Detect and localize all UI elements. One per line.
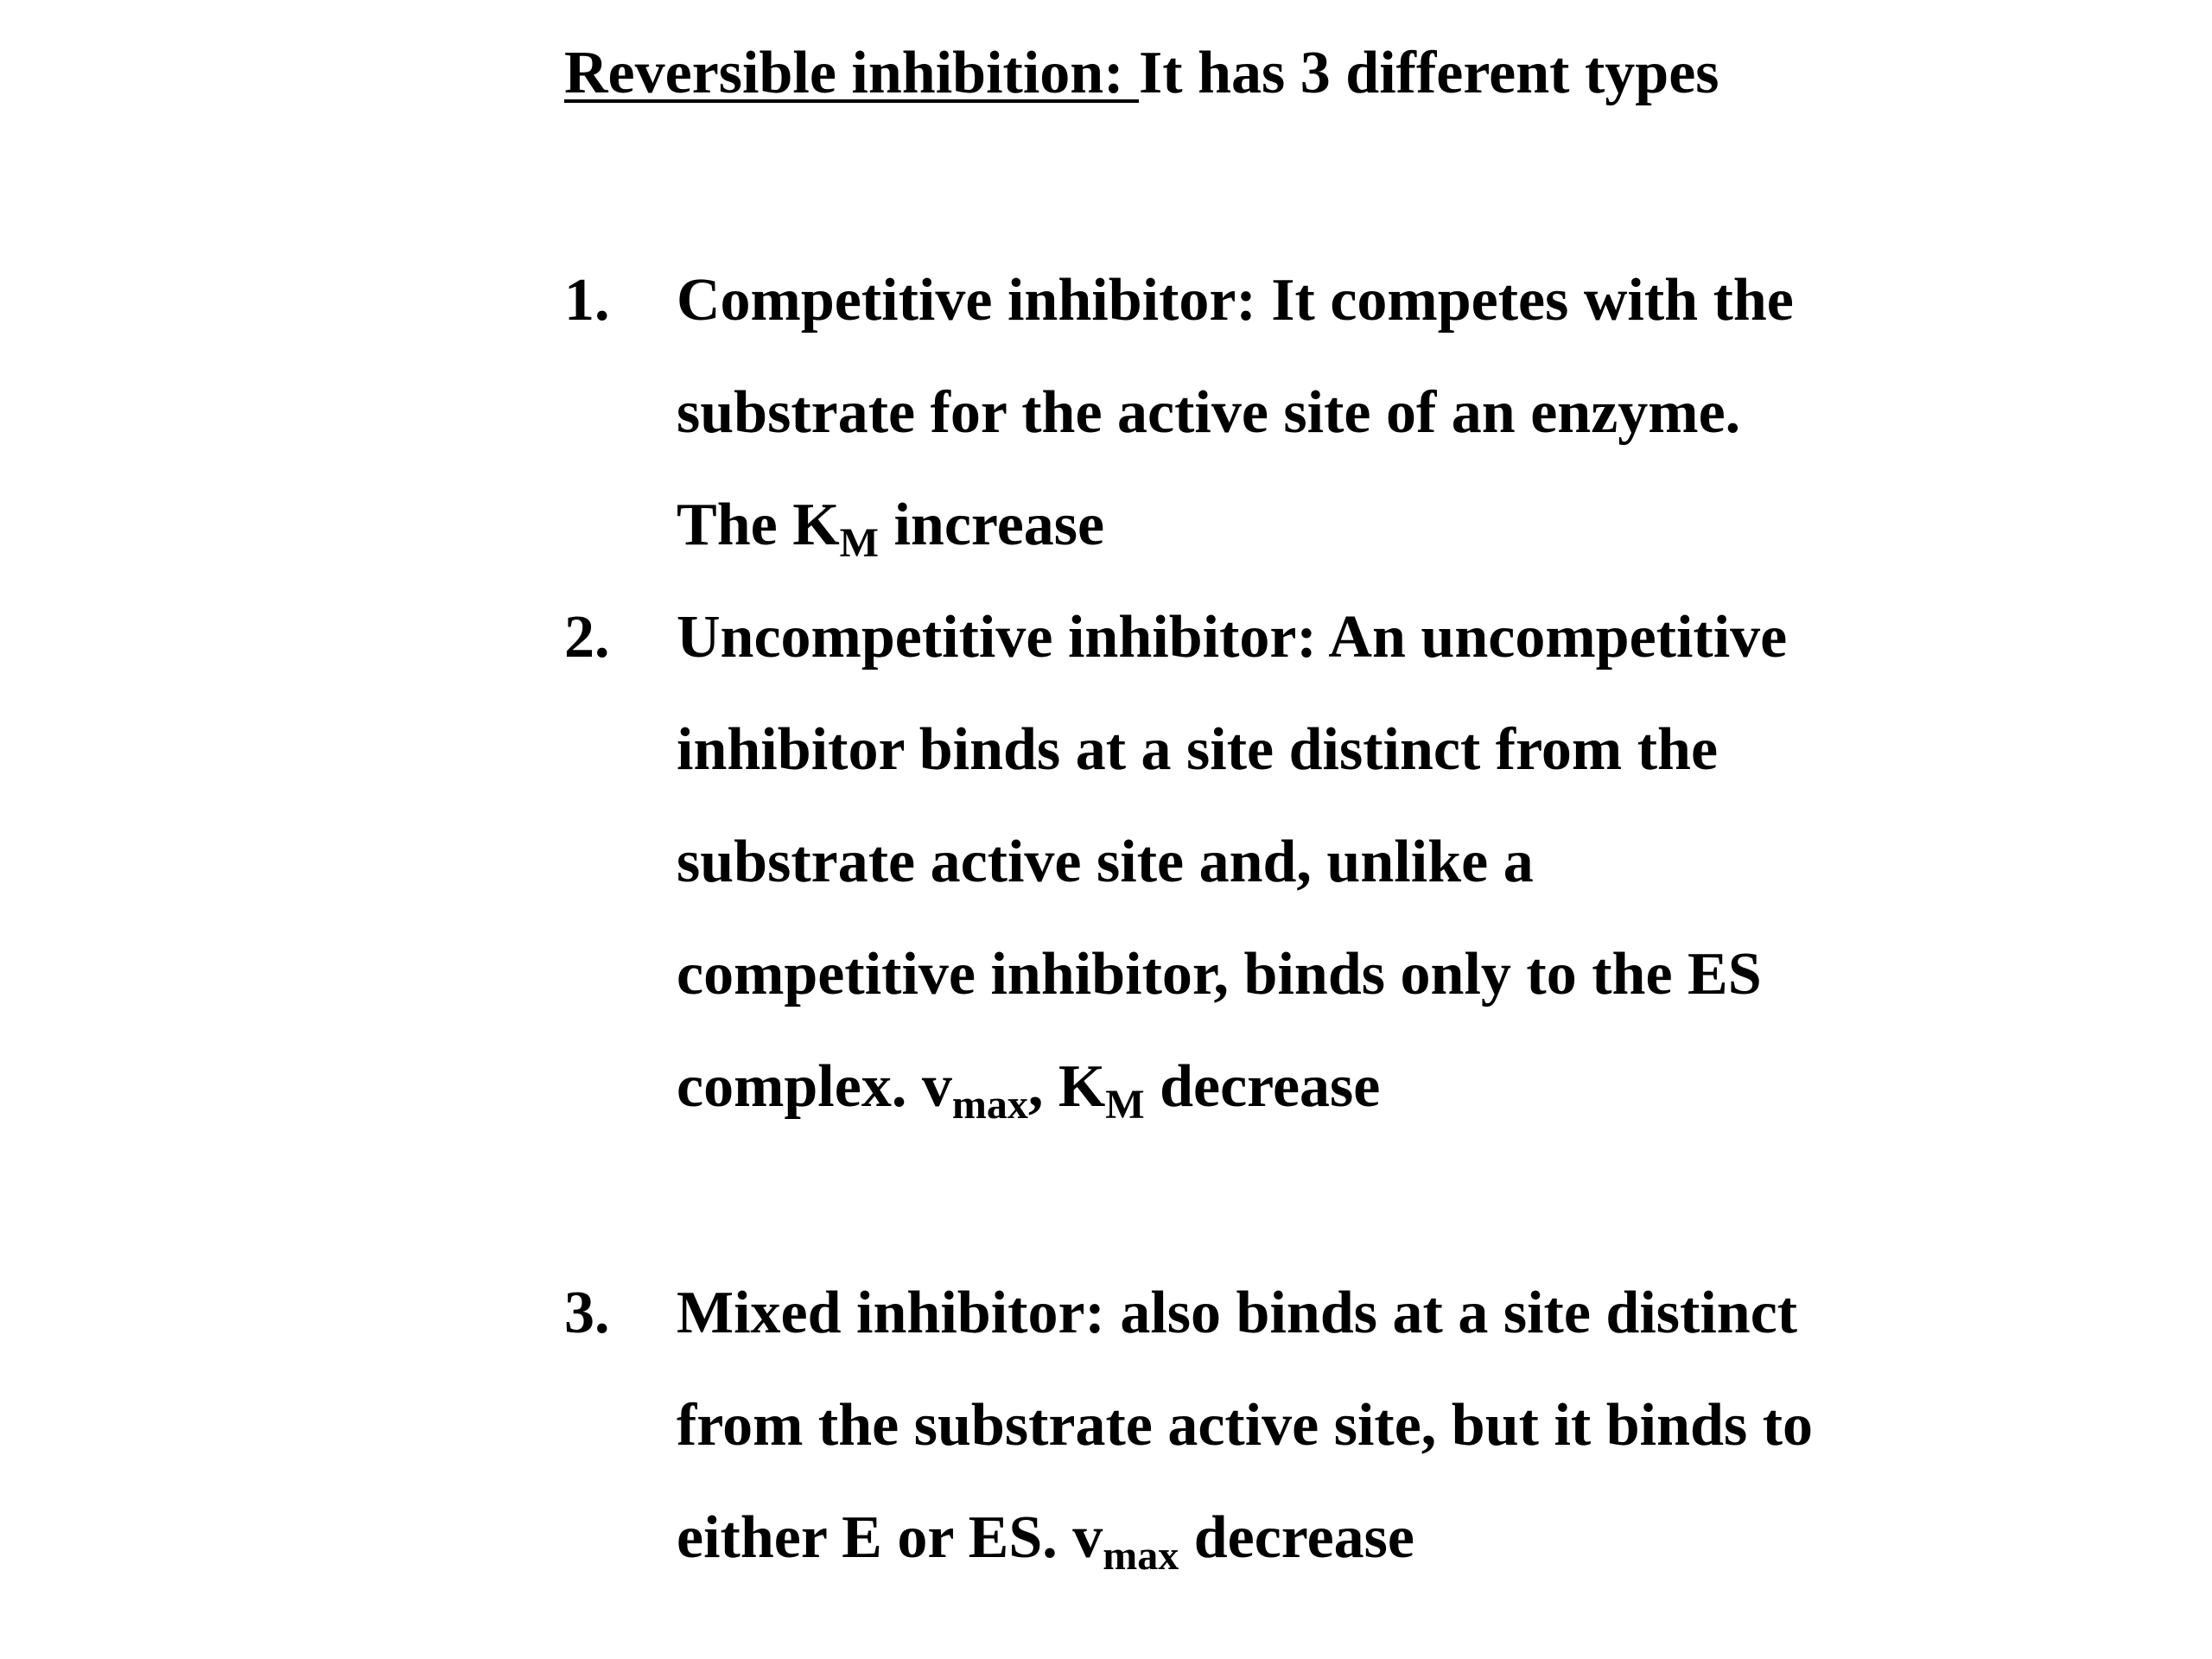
text-part: increase <box>878 492 1105 558</box>
text-part: Uncompetitive inhibitor: An uncompetitive inhibitor binds at a site distinct from the substrate active site and, unlike a competitive inhibitor, binds only to the ES complex. v <box>677 604 1788 1120</box>
subscript: max <box>951 1082 1028 1128</box>
text-part: Mixed inhibitor: also binds at a site distinct from the substrate active site, but it binds to either E or ES. v <box>677 1280 1814 1571</box>
text-part: decrease <box>1144 1053 1381 1120</box>
subscript: M <box>839 520 879 566</box>
page-title <box>564 35 1719 112</box>
list-number: 1. <box>564 267 610 334</box>
list-number: 2. <box>564 604 610 671</box>
list-item-mixed <box>564 1257 1843 1594</box>
list-item-text <box>677 245 1843 582</box>
title-underlined-part: Reversible inhibition: <box>564 40 1140 106</box>
list-number: 3. <box>564 1280 610 1346</box>
list-item-text <box>677 582 1843 1143</box>
title-rest: It has 3 different types <box>1139 40 1719 106</box>
text-part: Competitive inhibitor: It competes with the substrate for the active site of an enzyme. The K <box>677 267 1794 558</box>
list-item-text <box>677 1257 1843 1594</box>
text-part: decrease <box>1179 1504 1414 1571</box>
text-part: , K <box>1027 1053 1106 1120</box>
subscript: M <box>1105 1082 1145 1128</box>
subscript: max <box>1103 1533 1179 1579</box>
list-item-competitive <box>564 245 1843 582</box>
list-item-uncompetitive <box>564 582 1843 1143</box>
